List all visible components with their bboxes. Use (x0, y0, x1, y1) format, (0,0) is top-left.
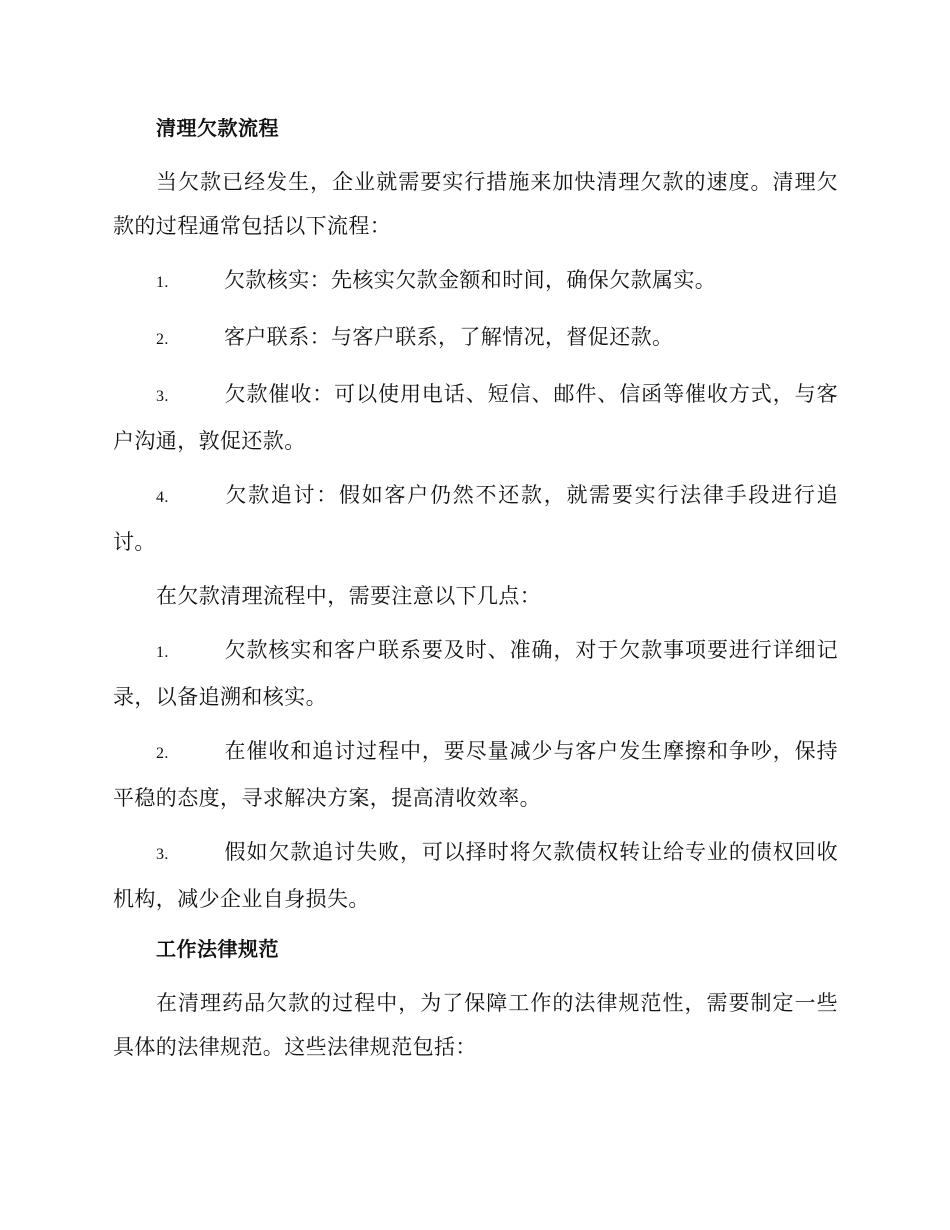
list-item-text: 欠款核实和客户联系要及时、准确，对于欠款事项要进行详细记录，以备追溯和核实。 (113, 638, 838, 709)
list-number: 1. (156, 644, 169, 661)
list-item-text: 在催收和追讨过程中，要尽量减少与客户发生摩擦和争吵，保持平稳的态度，寻求解决方案，提高清收效率。 (113, 739, 838, 810)
section-heading-debt-process: 清理欠款流程 (156, 116, 279, 140)
list-number: 2. (156, 331, 169, 348)
section-heading-legal-norms: 工作法律规范 (156, 937, 279, 961)
list-item-text: 欠款催收：可以使用电话、短信、邮件、信函等催收方式，与客户沟通，敦促还款。 (113, 382, 838, 453)
legal-intro-paragraph: 在清理药品欠款的过程中，为了保障工作的法律规范性，需要制定一些具体的法律规范。这些法律规范包括： (113, 991, 838, 1059)
list-item-text: 假如欠款追讨失败，可以择时将欠款债权转让给专业的债权回收机构，减少企业自身损失。 (113, 840, 838, 911)
list-item-text: 客户联系：与客户联系，了解情况，督促还款。 (224, 325, 674, 349)
list-item (113, 258, 838, 305)
list-item (113, 315, 838, 362)
list-number: 1. (156, 274, 169, 291)
intro-paragraph: 当欠款已经发生，企业就需要实行措施来加快清理欠款的速度。清理欠款的过程通常包括以下流程： (113, 170, 838, 238)
list-number: 2. (156, 745, 169, 762)
list-item (113, 473, 838, 564)
list-number: 3. (156, 388, 169, 405)
list-item (113, 372, 838, 463)
list-item-text: 欠款追讨：假如客户仍然不还款，就需要实行法律手段进行追讨。 (113, 483, 838, 554)
document-body (113, 108, 838, 1069)
list-item (113, 628, 838, 719)
list-item (113, 729, 838, 820)
list-number: 3. (156, 846, 169, 863)
notes-intro-paragraph: 在欠款清理流程中，需要注意以下几点： (156, 584, 542, 608)
list-item-text: 欠款核实：先核实欠款金额和时间，确保欠款属实。 (224, 268, 717, 292)
list-number: 4. (156, 489, 169, 506)
list-item (113, 830, 838, 921)
